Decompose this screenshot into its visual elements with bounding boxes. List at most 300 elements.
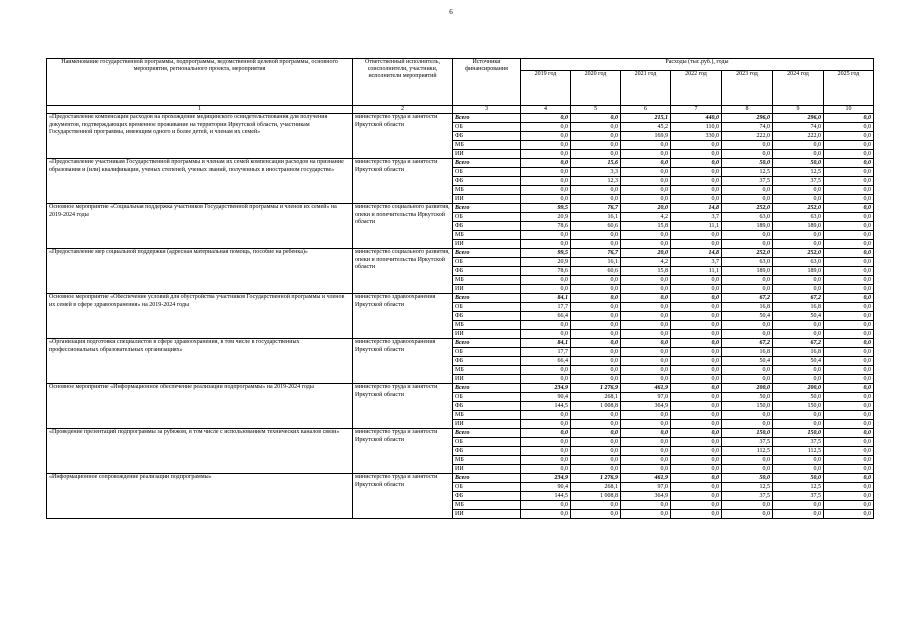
funding-source: ИИ [453, 375, 521, 384]
expense-value: 0,0 [824, 312, 874, 321]
expense-value: 60,6 [571, 267, 621, 276]
expense-value: 15,8 [621, 222, 671, 231]
expense-value: 296,0 [773, 114, 824, 123]
funding-source: Всего [453, 159, 521, 168]
funding-source: Всего [453, 114, 521, 123]
expense-value: 0,0 [824, 402, 874, 411]
expense-value: 0,0 [824, 240, 874, 249]
expense-value: 0,0 [521, 240, 571, 249]
table-row [47, 114, 874, 123]
expense-value: 97,0 [621, 393, 671, 402]
expense-value: 0,0 [671, 195, 722, 204]
expense-value: 0,0 [671, 492, 722, 501]
expense-value: 0,0 [521, 186, 571, 195]
expense-value: 0,0 [521, 276, 571, 285]
expense-value: 222,0 [773, 132, 824, 141]
funding-source: МБ [453, 456, 521, 465]
expense-value: 0,0 [824, 348, 874, 357]
expense-value: 0,0 [824, 177, 874, 186]
expense-value: 16,8 [773, 348, 824, 357]
funding-source: ФБ [453, 312, 521, 321]
expense-value: 78,6 [521, 267, 571, 276]
executor: министерство труда и занятости Иркутской области [353, 114, 453, 159]
measure-name: Основное мероприятие «Обеспечение условий для обустройства участников Государственной программы и членов их семей в сфере здравоохранения» на 2019-2024 годы [47, 294, 353, 339]
expense-value: 144,5 [521, 402, 571, 411]
expense-value: 0,0 [621, 429, 671, 438]
expense-value: 0,0 [671, 420, 722, 429]
expense-value: 1 008,8 [571, 492, 621, 501]
expense-value: 50,4 [773, 357, 824, 366]
expense-value: 0,0 [571, 123, 621, 132]
expense-value: 0,0 [571, 195, 621, 204]
expense-value: 84,1 [521, 294, 571, 303]
expense-value: 0,0 [773, 510, 824, 519]
header-year: 2023 год [722, 71, 773, 106]
expense-value: 0,0 [621, 294, 671, 303]
expense-value: 0,0 [722, 411, 773, 420]
expense-value: 0,0 [621, 168, 671, 177]
expense-value: 0,0 [671, 168, 722, 177]
expense-value: 0,0 [621, 330, 671, 339]
expense-value: 0,0 [621, 420, 671, 429]
expense-value: 0,0 [571, 339, 621, 348]
expense-value: 0,0 [671, 384, 722, 393]
expense-value: 0,0 [571, 141, 621, 150]
expense-value: 0,0 [824, 447, 874, 456]
expense-value: 0,0 [722, 465, 773, 474]
expense-value: 0,0 [824, 492, 874, 501]
expense-value: 0,0 [824, 186, 874, 195]
expense-value: 0,0 [571, 231, 621, 240]
expense-value: 0,0 [773, 150, 824, 159]
expense-value: 0,0 [824, 474, 874, 483]
header-expenses: Расходы (тыс.руб.), годы [521, 59, 874, 71]
funding-source: ИИ [453, 330, 521, 339]
expense-value: 97,0 [621, 483, 671, 492]
expense-value: 3,7 [671, 258, 722, 267]
measure-name: «Организация подготовки специалистов в сфере здравоохранения, в том числе в государственных профессиональных образовательных организациях» [47, 339, 353, 384]
expense-value: 0,0 [722, 510, 773, 519]
funding-source: ОБ [453, 168, 521, 177]
expense-value: 0,0 [671, 186, 722, 195]
expense-value: 189,0 [722, 222, 773, 231]
funding-source: ИИ [453, 240, 521, 249]
header-year: 2024 год [773, 71, 824, 106]
expense-value: 1 008,8 [571, 402, 621, 411]
expense-value: 440,0 [671, 114, 722, 123]
expense-value: 0,0 [521, 366, 571, 375]
expense-value: 0,0 [671, 177, 722, 186]
expense-value: 0,0 [824, 384, 874, 393]
expense-value: 0,0 [722, 330, 773, 339]
expense-value: 0,0 [621, 456, 671, 465]
expense-value: 0,0 [571, 447, 621, 456]
expense-value: 3,3 [571, 168, 621, 177]
expense-value: 37,5 [773, 177, 824, 186]
expense-value: 0,0 [571, 420, 621, 429]
expense-value: 14,8 [671, 249, 722, 258]
expense-value: 0,0 [722, 276, 773, 285]
expense-value: 268,1 [571, 483, 621, 492]
expense-value: 0,0 [671, 510, 722, 519]
expense-value: 0,0 [773, 276, 824, 285]
expense-value: 112,5 [773, 447, 824, 456]
expense-value: 20,9 [521, 258, 571, 267]
table-row [47, 384, 874, 393]
expense-value: 0,0 [722, 420, 773, 429]
expense-value: 0,0 [571, 132, 621, 141]
expense-value: 0,0 [621, 366, 671, 375]
expense-value: 12,5 [722, 168, 773, 177]
expense-value: 0,0 [621, 285, 671, 294]
expense-value: 0,0 [671, 501, 722, 510]
expense-value: 0,0 [722, 321, 773, 330]
expense-value: 0,0 [671, 294, 722, 303]
expense-value: 0,0 [571, 321, 621, 330]
expense-value: 0,0 [824, 132, 874, 141]
funding-source: ФБ [453, 492, 521, 501]
expense-value: 12,3 [571, 177, 621, 186]
funding-source: ИИ [453, 420, 521, 429]
funding-source: ОБ [453, 303, 521, 312]
expense-value: 222,0 [722, 132, 773, 141]
header-sources: Источники финансирования [453, 59, 521, 106]
header-year: 2022 год [671, 71, 722, 106]
funding-source: ФБ [453, 222, 521, 231]
expense-value: 0,0 [773, 366, 824, 375]
funding-source: Всего [453, 474, 521, 483]
expense-value: 268,1 [571, 393, 621, 402]
expense-value: 20,0 [621, 204, 671, 213]
expense-value: 0,0 [571, 375, 621, 384]
expense-value: 0,0 [722, 186, 773, 195]
expense-value: 0,0 [571, 429, 621, 438]
expense-value: 16,1 [571, 213, 621, 222]
funding-source: ОБ [453, 438, 521, 447]
expense-value: 461,9 [621, 384, 671, 393]
expense-value: 0,0 [824, 204, 874, 213]
expense-value: 0,0 [671, 348, 722, 357]
expense-value: 74,0 [773, 123, 824, 132]
funding-source: МБ [453, 231, 521, 240]
expense-value: 14,8 [671, 204, 722, 213]
executor: министерство здравоохранения Иркутской области [353, 294, 453, 339]
expense-value: 364,9 [621, 492, 671, 501]
expense-value: 12,5 [773, 483, 824, 492]
funding-source: ИИ [453, 285, 521, 294]
expense-value: 0,0 [824, 141, 874, 150]
expense-value: 0,0 [521, 123, 571, 132]
executor: министерство труда и занятости Иркутской области [353, 429, 453, 474]
expense-value: 0,0 [671, 150, 722, 159]
expense-value: 0,0 [824, 438, 874, 447]
expense-value: 0,0 [621, 150, 671, 159]
expense-value: 63,0 [722, 258, 773, 267]
expense-value: 0,0 [671, 330, 722, 339]
expense-value: 0,0 [824, 258, 874, 267]
expense-value: 0,0 [671, 402, 722, 411]
expense-value: 0,0 [571, 303, 621, 312]
funding-source: ФБ [453, 402, 521, 411]
expense-value: 112,5 [722, 447, 773, 456]
funding-source: МБ [453, 411, 521, 420]
expense-value: 215,1 [621, 114, 671, 123]
expense-value: 0,0 [621, 240, 671, 249]
expense-value: 0,0 [824, 510, 874, 519]
expense-value: 4,2 [621, 213, 671, 222]
expense-value: 0,0 [671, 393, 722, 402]
expense-value: 0,0 [521, 456, 571, 465]
expense-value: 0,0 [722, 141, 773, 150]
expense-value: 0,0 [571, 330, 621, 339]
expense-value: 50,4 [773, 312, 824, 321]
expense-value: 15,8 [621, 267, 671, 276]
expense-value: 0,0 [521, 159, 571, 168]
expense-value: 4,2 [621, 258, 671, 267]
expense-value: 330,0 [671, 132, 722, 141]
executor: министерство труда и занятости Иркутской области [353, 384, 453, 429]
funding-source: МБ [453, 141, 521, 150]
expense-value: 0,0 [571, 294, 621, 303]
expense-value: 0,0 [671, 159, 722, 168]
expense-value: 90,4 [521, 393, 571, 402]
expense-value: 0,0 [571, 312, 621, 321]
expense-value: 0,0 [521, 321, 571, 330]
expense-value: 0,0 [521, 330, 571, 339]
funding-source: ОБ [453, 258, 521, 267]
expense-value: 0,0 [671, 285, 722, 294]
column-number: 9 [773, 106, 824, 114]
expense-value: 0,0 [571, 276, 621, 285]
column-number: 5 [571, 106, 621, 114]
expense-value: 0,0 [521, 177, 571, 186]
executor: министерство труда и занятости Иркутской области [353, 474, 453, 519]
table-row [47, 204, 874, 213]
expense-value: 16,8 [722, 348, 773, 357]
funding-source: МБ [453, 501, 521, 510]
expense-value: 1 276,9 [571, 384, 621, 393]
expense-value: 0,0 [722, 231, 773, 240]
column-number: 10 [824, 106, 874, 114]
funding-source: ИИ [453, 195, 521, 204]
expense-value: 0,0 [824, 222, 874, 231]
expense-value: 0,0 [521, 141, 571, 150]
expense-value: 189,0 [773, 222, 824, 231]
expense-value: 0,0 [571, 186, 621, 195]
expense-value: 67,2 [722, 339, 773, 348]
expense-value: 0,0 [521, 375, 571, 384]
expense-value: 0,0 [824, 195, 874, 204]
funding-source: ФБ [453, 132, 521, 141]
funding-source: МБ [453, 366, 521, 375]
expense-value: 0,0 [621, 501, 671, 510]
expense-value: 63,0 [722, 213, 773, 222]
expense-value: 0,0 [571, 411, 621, 420]
expense-value: 0,0 [521, 438, 571, 447]
expense-value: 0,0 [824, 213, 874, 222]
expense-value: 63,0 [773, 258, 824, 267]
funding-source: ФБ [453, 357, 521, 366]
expense-value: 50,0 [773, 474, 824, 483]
expense-value: 0,0 [824, 303, 874, 312]
expense-value: 15,6 [571, 159, 621, 168]
expense-value: 0,0 [521, 285, 571, 294]
expense-value: 0,0 [824, 393, 874, 402]
expense-value: 0,0 [621, 159, 671, 168]
expense-value: 0,0 [722, 240, 773, 249]
expense-value: 200,0 [722, 384, 773, 393]
page-number: 6 [449, 8, 453, 16]
expense-value: 0,0 [621, 177, 671, 186]
budget-table [46, 58, 874, 519]
expense-value: 0,0 [671, 231, 722, 240]
expense-value: 0,0 [824, 267, 874, 276]
expense-value: 0,0 [722, 195, 773, 204]
expense-value: 0,0 [621, 195, 671, 204]
expense-value: 0,0 [571, 348, 621, 357]
expense-value: 0,0 [824, 501, 874, 510]
measure-name: «Информационное сопровождение реализации подпрограммы» [47, 474, 353, 519]
expense-value: 0,0 [773, 411, 824, 420]
expense-value: 17,7 [521, 348, 571, 357]
expense-value: 0,0 [773, 186, 824, 195]
funding-source: Всего [453, 384, 521, 393]
expense-value: 0,0 [773, 456, 824, 465]
expense-value: 0,0 [824, 483, 874, 492]
expense-value: 67,2 [773, 294, 824, 303]
expense-value: 99,5 [521, 204, 571, 213]
expense-value: 0,0 [571, 501, 621, 510]
expense-value: 0,0 [571, 285, 621, 294]
measure-name: «Предоставление участникам Государственной программы и членам их семей компенсации расходов на признание образования и (или) квалификации, ученых степеней, ученых званий, полученных в иностранном государстве» [47, 159, 353, 204]
expense-value: 0,0 [521, 429, 571, 438]
expense-value: 0,0 [773, 195, 824, 204]
expense-value: 0,0 [671, 447, 722, 456]
expense-value: 252,0 [773, 204, 824, 213]
expense-value: 0,0 [671, 357, 722, 366]
expense-value: 0,0 [824, 249, 874, 258]
funding-source: Всего [453, 429, 521, 438]
measure-name: «Проведение презентаций подпрограммы за рубежом, в том числе с использованием технических каналов связи» [47, 429, 353, 474]
expense-value: 0,0 [824, 276, 874, 285]
column-number: 6 [621, 106, 671, 114]
expense-value: 0,0 [621, 438, 671, 447]
funding-source: ФБ [453, 447, 521, 456]
expense-value: 0,0 [824, 168, 874, 177]
column-number: 3 [453, 106, 521, 114]
expense-value: 0,0 [671, 483, 722, 492]
expense-value: 1 276,9 [571, 474, 621, 483]
funding-source: ИИ [453, 465, 521, 474]
expense-value: 16,8 [773, 303, 824, 312]
expense-value: 0,0 [521, 501, 571, 510]
expense-value: 150,0 [722, 402, 773, 411]
expense-value: 0,0 [571, 240, 621, 249]
expense-value: 50,4 [722, 312, 773, 321]
expense-value: 0,0 [824, 150, 874, 159]
expense-value: 0,0 [671, 339, 722, 348]
funding-source: МБ [453, 321, 521, 330]
expense-value: 0,0 [521, 168, 571, 177]
expense-value: 0,0 [521, 465, 571, 474]
expense-value: 0,0 [824, 420, 874, 429]
funding-source: ФБ [453, 267, 521, 276]
expense-value: 0,0 [571, 510, 621, 519]
expense-value: 0,0 [773, 330, 824, 339]
expense-value: 50,0 [773, 393, 824, 402]
expense-value: 37,5 [722, 438, 773, 447]
expense-value: 74,0 [722, 123, 773, 132]
expense-value: 200,0 [773, 384, 824, 393]
expense-value: 63,0 [773, 213, 824, 222]
expense-value: 0,0 [621, 411, 671, 420]
expense-value: 0,0 [671, 429, 722, 438]
executor: министерство социального развития, опеки и попечительства Иркутской области [353, 249, 453, 294]
expense-value: 234,9 [521, 474, 571, 483]
expense-value: 0,0 [671, 474, 722, 483]
expense-value: 50,0 [722, 159, 773, 168]
expense-value: 67,2 [722, 294, 773, 303]
expense-value: 0,0 [571, 114, 621, 123]
table-row [47, 249, 874, 258]
expense-value: 0,0 [773, 321, 824, 330]
expense-value: 0,0 [671, 456, 722, 465]
expense-value: 16,8 [722, 303, 773, 312]
expense-value: 12,5 [773, 168, 824, 177]
expense-value: 67,2 [773, 339, 824, 348]
expense-value: 252,0 [722, 249, 773, 258]
expense-value: 0,0 [521, 231, 571, 240]
expense-value: 0,0 [722, 375, 773, 384]
expense-value: 0,0 [571, 456, 621, 465]
expense-value: 37,5 [773, 492, 824, 501]
expense-value: 0,0 [722, 150, 773, 159]
expense-value: 0,0 [571, 465, 621, 474]
expense-value: 60,6 [571, 222, 621, 231]
funding-source: ИИ [453, 510, 521, 519]
header-executor: Ответственный исполнитель, соисполнители, участники, исполнители мероприятий [353, 59, 453, 106]
table-row [47, 294, 874, 303]
expense-value: 0,0 [773, 141, 824, 150]
expense-value: 12,5 [722, 483, 773, 492]
expense-value: 0,0 [621, 303, 671, 312]
expense-value: 50,4 [722, 357, 773, 366]
expense-value: 0,0 [571, 357, 621, 366]
expense-value: 0,0 [773, 420, 824, 429]
expense-value: 20,9 [521, 213, 571, 222]
expense-value: 189,0 [773, 267, 824, 276]
measure-name: Основное мероприятие «Информационное обеспечение реализации подпрограммы» на 2019-2024 годы [47, 384, 353, 429]
expense-value: 0,0 [671, 240, 722, 249]
expense-value: 0,0 [621, 141, 671, 150]
expense-value: 0,0 [722, 366, 773, 375]
expense-value: 0,0 [824, 429, 874, 438]
column-number: 8 [722, 106, 773, 114]
expense-value: 0,0 [824, 339, 874, 348]
expense-value: 0,0 [621, 447, 671, 456]
expense-value: 252,0 [722, 204, 773, 213]
table-row [47, 159, 874, 168]
expense-value: 0,0 [521, 510, 571, 519]
expense-value: 16,1 [571, 258, 621, 267]
expense-value: 11,1 [671, 222, 722, 231]
column-number: 2 [353, 106, 453, 114]
expense-value: 0,0 [621, 321, 671, 330]
expense-value: 0,0 [824, 285, 874, 294]
column-number: 1 [47, 106, 353, 114]
header-year: 2019 год [521, 71, 571, 106]
expense-value: 78,6 [521, 222, 571, 231]
